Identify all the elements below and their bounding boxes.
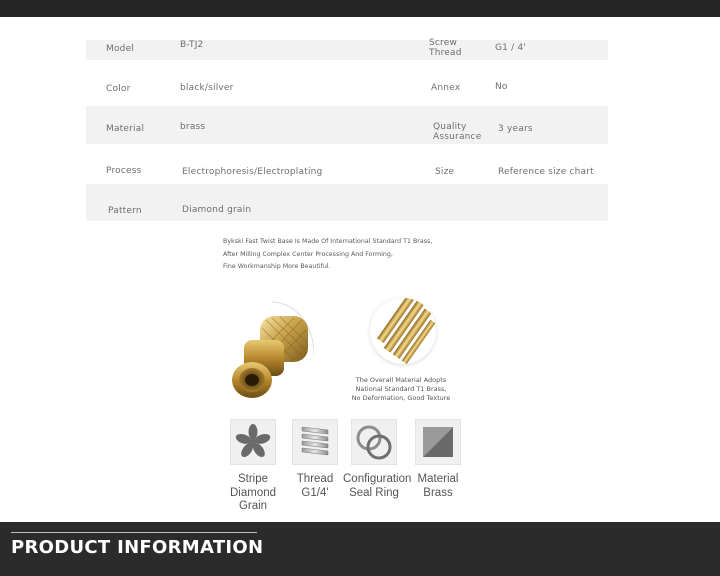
spec-label-annex: Annex [431, 83, 461, 93]
product-description [223, 236, 463, 274]
spec-label-model: Model [106, 44, 135, 54]
spec-label-pattern: Pattern [108, 206, 142, 216]
spec-value-quality-assurance: 3 years [498, 124, 533, 134]
spec-value-material: brass [180, 122, 206, 132]
feature-label-line: Configuration [343, 473, 412, 485]
material-caption-line: No Deformation, Good Texture [351, 394, 451, 402]
banner-divider [11, 532, 257, 533]
spec-label-color: Color [106, 84, 131, 94]
spec-value-color: black/silver [180, 83, 234, 93]
spec-table [86, 40, 608, 221]
spec-value-screw-thread: G1 / 4' [495, 43, 527, 53]
description-line: Bykski Fast Twist Base Is Made Of International Standard T1 Brass, [223, 238, 433, 245]
feature-label-line: Diamond [229, 486, 277, 499]
feature-label [343, 473, 412, 500]
material-caption-line: National Standard T1 Brass, [355, 385, 447, 393]
description-line: After Milling Complex Center Processing And Forming, [223, 250, 393, 258]
feature-label-line: Stripe [237, 473, 269, 485]
spec-row-color [86, 60, 608, 106]
feature-label-line: Seal Ring [349, 486, 399, 499]
brass-fitting-image [230, 300, 314, 410]
feature-stripe-diamond-grain [222, 419, 284, 514]
thread-icon [292, 419, 338, 465]
spec-label-material: Material [106, 124, 145, 134]
material-caption [346, 376, 456, 403]
feature-label [407, 473, 469, 500]
feature-label-line: Material [417, 473, 459, 485]
seal-ring-icon [351, 419, 397, 465]
feature-label-line: Brass [423, 486, 453, 499]
spec-label-process: Process [106, 166, 142, 176]
spec-row-material [86, 106, 608, 144]
spec-label-size: Size [435, 167, 455, 177]
feature-label-line: G1/4' [301, 486, 329, 499]
feature-label [222, 473, 284, 514]
spec-value-process: Electrophoresis/Electroplating [182, 167, 323, 177]
spec-label-quality-assurance: Quality Assurance [433, 122, 482, 142]
spec-row-pattern [86, 184, 608, 221]
feature-label-line: Thread [296, 473, 334, 485]
spec-row-model [86, 40, 608, 60]
feature-label [284, 473, 346, 500]
description-line: Fine Workmanship More Beautiful. [223, 263, 331, 270]
feature-thread [284, 419, 346, 500]
spec-label-screw-thread: Screw Thread [429, 38, 462, 58]
spec-value-model: B-TJ2 [180, 40, 204, 50]
material-square-icon [415, 419, 461, 465]
top-dark-bar [0, 0, 720, 17]
spec-row-process [86, 144, 608, 184]
spec-value-pattern: Diamond grain [182, 205, 252, 215]
feature-seal-ring [343, 419, 412, 500]
banner-title: PRODUCT INFORMATION [11, 537, 264, 558]
fan-icon [230, 419, 276, 465]
brass-rods-image [370, 298, 436, 364]
spec-value-size: Reference size chart [498, 167, 594, 177]
feature-material-brass [407, 419, 469, 500]
spec-value-annex: No [495, 82, 508, 92]
material-caption-line: The Overall Material Adopts [355, 376, 447, 384]
feature-label-line: Grain [238, 500, 268, 512]
